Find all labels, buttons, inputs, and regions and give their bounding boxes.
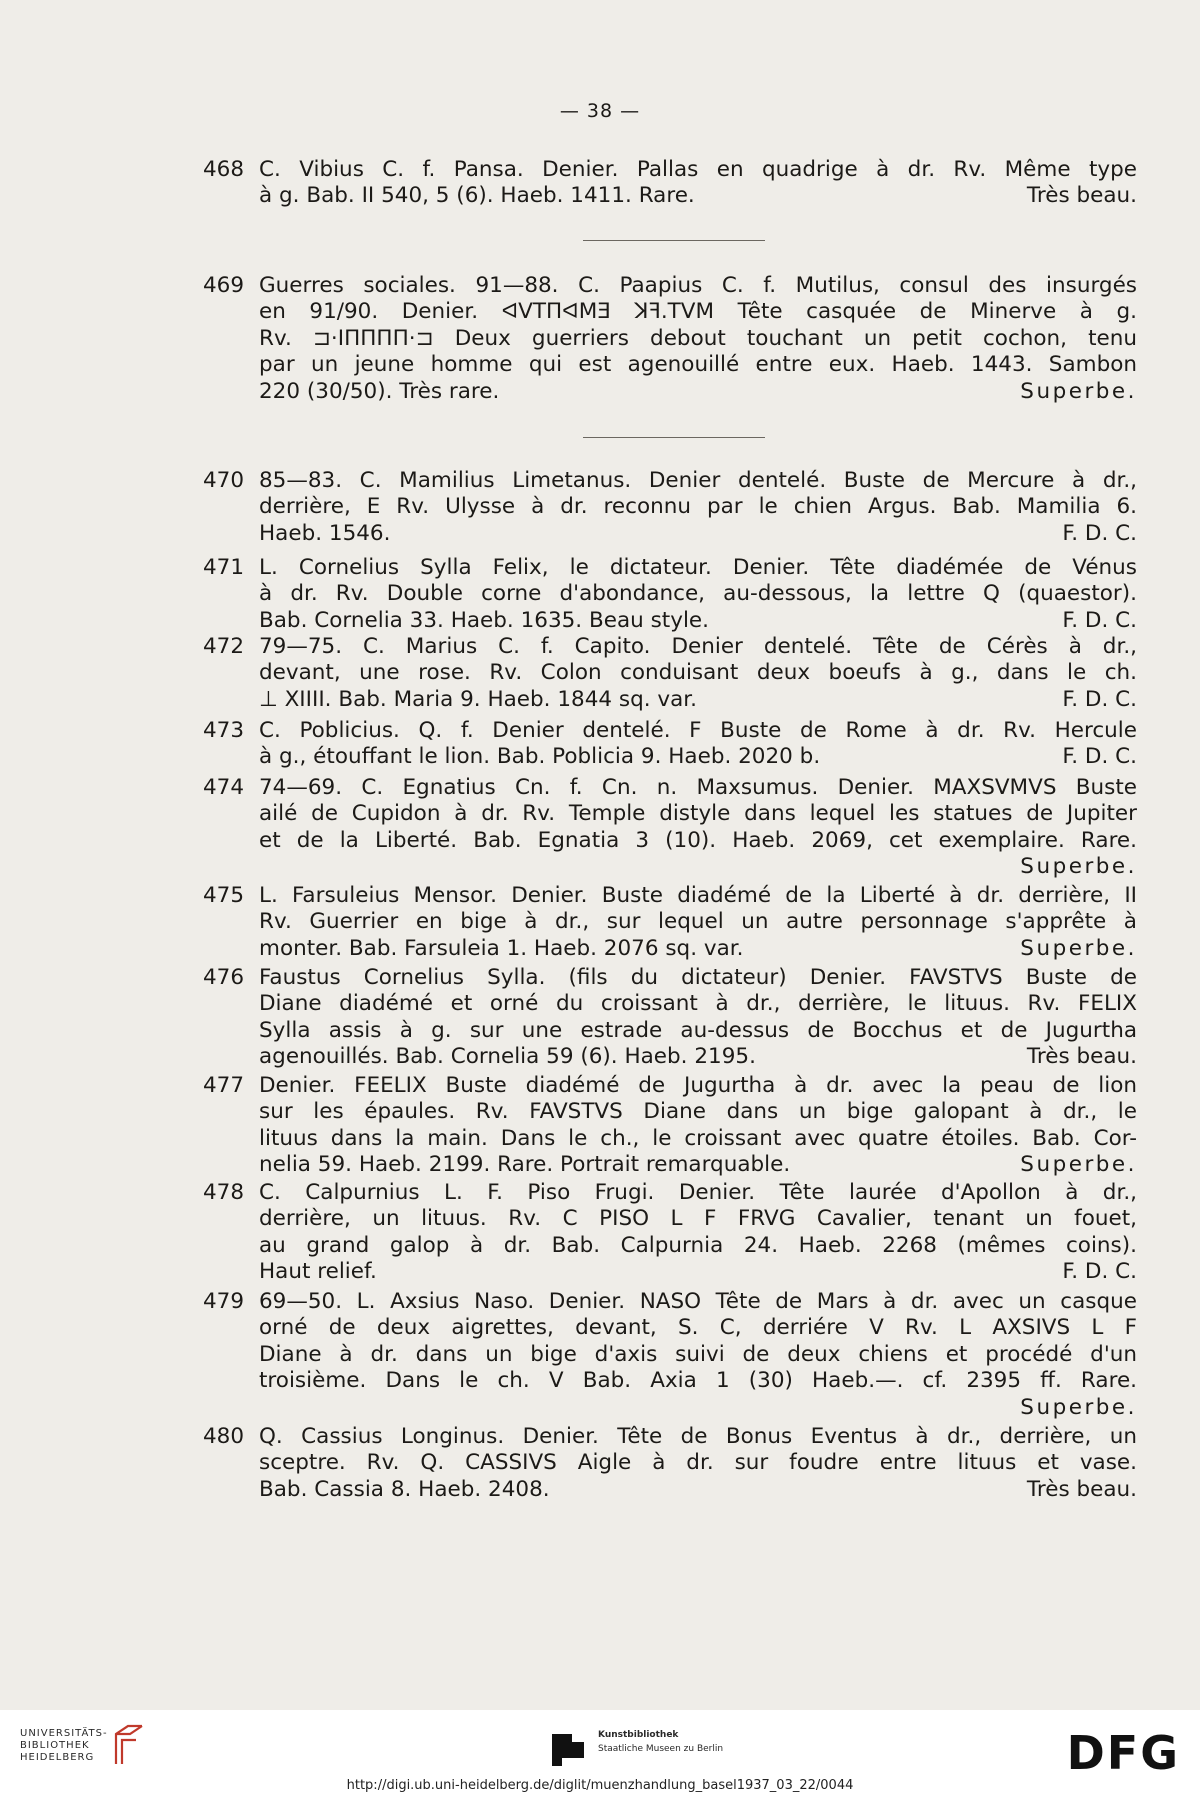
entry-line-text: Sylla assis à g. sur une estrade au-dessus de Bocchus et de Jugurtha — [259, 1017, 1137, 1043]
kunstbibliothek-emblem-icon — [548, 1728, 588, 1768]
entry-line — [259, 1477, 1137, 1503]
entry-line — [259, 1152, 1137, 1178]
ub-emblem-icon — [112, 1724, 146, 1768]
entry-line-text: et de la Liberté. Bab. Egnatia 3 (10). Haeb. 2069, cet exemplaire. Rare. — [259, 827, 1137, 853]
ub-line-3: HEIDELBERG — [20, 1752, 95, 1763]
entry-line-text: C. Calpurnius L. F. Piso Frugi. Denier. Tête laurée d'Apollon à dr., — [259, 1180, 1137, 1205]
entry-line-text: Q. Cassius Longinus. Denier. Tête de Bonus Eventus à dr., derrière, un — [259, 1424, 1137, 1449]
entry-line-text: Diane diadémé et orné du croissant à dr., derrière, le lituus. Rv. FELIX — [259, 991, 1137, 1017]
entry-line-text: agenouillés. Bab. Cornelia 59 (6). Haeb. 2195. — [259, 1044, 756, 1070]
entry-text — [259, 468, 1137, 547]
section-separator — [583, 240, 765, 241]
entry-line — [259, 1099, 1137, 1125]
entry-line — [259, 1450, 1137, 1476]
entry-line — [259, 581, 1137, 607]
lot-number: 480 — [203, 1424, 245, 1449]
entry-line-text: 220 (30/50). Très rare. — [259, 378, 500, 404]
entry-text — [259, 883, 1137, 962]
entry-line-text: à g. Bab. II 540, 5 (6). Haeb. 1411. Rare. — [259, 183, 695, 209]
entry-line-text: sceptre. Rv. Q. CASSIVS Aigle à dr. sur foudre entre lituus et vase. — [259, 1450, 1137, 1476]
ub-line-2: BIBLIOTHEK — [20, 1740, 90, 1751]
entry-line — [259, 1289, 1137, 1315]
entry-line — [259, 1073, 1137, 1099]
entry-line — [259, 1044, 1137, 1070]
lot-number: 478 — [203, 1180, 245, 1205]
entry-line-text: Rv. Guerrier en bige à dr., sur lequel un autre personnage s'apprête à — [259, 909, 1137, 935]
kb-title: Kunstbibliothek — [598, 1730, 679, 1740]
condition-grade: F. D. C. — [1062, 520, 1137, 546]
entry-line-text: Faustus Cornelius Sylla. (fils du dictateur) Denier. FAVSTVS Buste de — [259, 965, 1137, 990]
entry-line-text: devant, une rose. Rv. Colon conduisant deux boeufs à g., dans le ch. — [259, 660, 1137, 686]
entry-text — [259, 273, 1137, 405]
entry-line-text: Haut relief. — [259, 1259, 377, 1285]
condition-grade: Superbe. — [1020, 935, 1137, 961]
entry-text — [259, 634, 1137, 713]
condition-grade: Superbe. — [1020, 378, 1137, 404]
entry-line-text: lituus dans la main. Dans le ch., le croissant avec quatre étoiles. Bab. Cor- — [259, 1125, 1137, 1151]
entry-line-text: 69—50. L. Axsius Naso. Denier. NASO Tête de Mars à dr. avec un casque — [259, 1289, 1137, 1314]
entry-line — [259, 494, 1137, 520]
lot-number: 470 — [203, 468, 245, 493]
entry-line — [259, 299, 1137, 325]
entry-text — [259, 157, 1137, 210]
condition-grade: F. D. C. — [1062, 1259, 1137, 1285]
condition-grade: Superbe. — [1020, 1394, 1137, 1420]
kb-subtitle: Staatliche Museen zu Berlin — [598, 1744, 724, 1754]
entry-text — [259, 1289, 1137, 1421]
entry-line-text: monter. Bab. Farsuleia 1. Haeb. 2076 sq. var. — [259, 935, 744, 961]
entry-line — [259, 352, 1137, 378]
entry-line — [259, 801, 1137, 827]
entry-line — [259, 555, 1137, 581]
condition-grade: Superbe. — [1020, 854, 1137, 880]
entry-line-text: à dr. Rv. Double corne d'abondance, au-dessous, la lettre Q (quaestor). — [259, 581, 1137, 607]
lot-number: 474 — [203, 775, 245, 800]
entry-text — [259, 718, 1137, 771]
entry-line-text: C. Poblicius. Q. f. Denier dentelé. F Buste de Rome à dr. Rv. Hercule — [259, 718, 1137, 743]
entry-line-text: 79—75. C. Marius C. f. Capito. Denier dentelé. Tête de Cérès à dr., — [259, 634, 1137, 659]
entry-line — [259, 1342, 1137, 1368]
entry-line-text: Bab. Cassia 8. Haeb. 2408. — [259, 1476, 550, 1502]
entry-text — [259, 555, 1137, 634]
entry-line-text: au grand galop à dr. Bab. Calpurnia 24. Haeb. 2268 (mêmes coins). — [259, 1232, 1137, 1258]
condition-grade: Très beau. — [1026, 183, 1137, 209]
section-separator — [583, 437, 765, 438]
entry-line — [259, 468, 1137, 494]
entry-line-text: ⊥ XIIII. Bab. Maria 9. Haeb. 1844 sq. var. — [259, 686, 698, 712]
entry-line — [259, 718, 1137, 744]
entry-line — [259, 1206, 1137, 1232]
entry-line-text: 74—69. C. Egnatius Cn. f. Cn. n. Maxsumus. Denier. MAXSVMVS Buste — [259, 775, 1137, 800]
entry-line-text: derrière, un lituus. Rv. C PISO L F FRVG Cavalier, tenant un fouet, — [259, 1206, 1137, 1232]
entry-line — [259, 634, 1137, 660]
entry-text — [259, 965, 1137, 1071]
lot-number: 471 — [203, 555, 245, 580]
entry-line-text: C. Vibius C. f. Pansa. Denier. Pallas en quadrige à dr. Rv. Même type — [259, 157, 1137, 182]
condition-grade: F. D. C. — [1062, 607, 1137, 633]
entry-line-text: L. Farsuleius Mensor. Denier. Buste diadémé de la Liberté à dr. derrière, II — [259, 883, 1137, 908]
footer-bar — [0, 1710, 1200, 1797]
kunstbibliothek-logo[interactable] — [598, 1728, 723, 1756]
lot-number: 476 — [203, 965, 245, 990]
entry-text — [259, 1180, 1137, 1286]
entry-line-text: troisième. Dans le ch. V Bab. Axia 1 (30) Haeb.—. cf. 2395 ff. Rare. — [259, 1368, 1137, 1394]
entry-line — [259, 273, 1137, 299]
page-number: — 38 — — [559, 100, 641, 122]
condition-grade: F. D. C. — [1062, 744, 1137, 770]
ub-heidelberg-logo[interactable] — [20, 1728, 108, 1764]
entry-line-text: 85—83. C. Mamilius Limetanus. Denier dentelé. Buste de Mercure à dr., — [259, 468, 1137, 493]
lot-number: 469 — [203, 273, 245, 298]
entry-line-text: Bab. Cornelia 33. Haeb. 1635. Beau style. — [259, 607, 709, 633]
entry-line — [259, 379, 1137, 405]
entry-line — [259, 1126, 1137, 1152]
lot-number: 477 — [203, 1073, 245, 1098]
entry-line — [259, 1368, 1137, 1394]
entry-line-text: Diane à dr. dans un bige d'axis suivi de deux chiens et procédé d'un — [259, 1341, 1137, 1367]
entry-line — [259, 936, 1137, 962]
entry-line — [259, 991, 1137, 1017]
entry-line — [259, 687, 1137, 713]
condition-grade: F. D. C. — [1062, 686, 1137, 712]
condition-grade: Très beau. — [1026, 1476, 1137, 1502]
entry-line-text: Haeb. 1546. — [259, 520, 391, 546]
entry-line-text: nelia 59. Haeb. 2199. Rare. Portrait remarquable. — [259, 1152, 791, 1178]
entry-line — [259, 1424, 1137, 1450]
entry-line — [259, 1315, 1137, 1341]
entry-line — [259, 521, 1137, 547]
lot-number: 475 — [203, 883, 245, 908]
entry-line-text: derrière, E Rv. Ulysse à dr. reconnu par le chien Argus. Bab. Mamilia 6. — [259, 494, 1137, 520]
lot-number: 472 — [203, 634, 245, 659]
entry-line — [259, 157, 1137, 183]
entry-line-text: Denier. FEELIX Buste diadémé de Jugurtha à dr. avec la peau de lion — [259, 1073, 1137, 1098]
entry-line-text: orné de deux aigrettes, devant, S. C, derriére V Rv. L AXSIVS L F — [259, 1315, 1137, 1341]
entry-line-text: par un jeune homme qui est agenouillé entre eux. Haeb. 1443. Sambon — [259, 352, 1137, 378]
entry-line-text: en 91/90. Denier. ᐊVTΠᐊMƎ ꓘꟻ.TVM Tête casquée de Minerve à g. — [259, 299, 1137, 325]
lot-number: 468 — [203, 157, 245, 182]
entry-line — [259, 1180, 1137, 1206]
entry-line-text: Rv. ⊐·IΠΠΠΠ·⊐ Deux guerriers debout touchant un petit cochon, tenu — [259, 325, 1137, 351]
permalink-url[interactable]: http://digi.ub.uni-heidelberg.de/diglit/muenzhandlung_basel1937_03_22/0044 — [346, 1778, 854, 1793]
entry-line-text: L. Cornelius Sylla Felix, le dictateur. Denier. Tête diadémée de Vénus — [259, 555, 1137, 580]
lot-number: 479 — [203, 1289, 245, 1314]
entry-line — [259, 1233, 1137, 1259]
entry-line-text: Guerres sociales. 91—88. C. Paapius C. f. Mutilus, consul des insurgés — [259, 273, 1137, 298]
entry-line — [259, 883, 1137, 909]
entry-text — [259, 775, 1137, 881]
entry-line — [259, 1395, 1137, 1421]
entry-line — [259, 608, 1137, 634]
condition-grade: Superbe. — [1020, 1152, 1137, 1178]
ub-line-1: UNIVERSITÄTS- — [20, 1728, 108, 1739]
entry-line — [259, 183, 1137, 209]
entry-text — [259, 1424, 1137, 1503]
lot-number: 473 — [203, 718, 245, 743]
entry-line — [259, 775, 1137, 801]
entry-line — [259, 909, 1137, 935]
entry-line — [259, 660, 1137, 686]
entry-line — [259, 744, 1137, 770]
entry-line-text: ailé de Cupidon à dr. Rv. Temple distyle dans lequel les statues de Jupiter — [259, 801, 1137, 827]
entry-line — [259, 326, 1137, 352]
condition-grade: Très beau. — [1026, 1044, 1137, 1070]
entry-line — [259, 965, 1137, 991]
entry-line — [259, 1259, 1137, 1285]
entry-line-text: sur les épaules. Rv. FAVSTVS Diane dans un bige galopant à dr., le — [259, 1099, 1137, 1125]
entry-line — [259, 828, 1137, 854]
dfg-logo[interactable]: DFG — [1066, 1726, 1180, 1780]
entry-text — [259, 1073, 1137, 1179]
entry-line — [259, 1018, 1137, 1044]
entry-line-text: à g., étouffant le lion. Bab. Poblicia 9. Haeb. 2020 b. — [259, 744, 821, 770]
entry-line — [259, 854, 1137, 880]
